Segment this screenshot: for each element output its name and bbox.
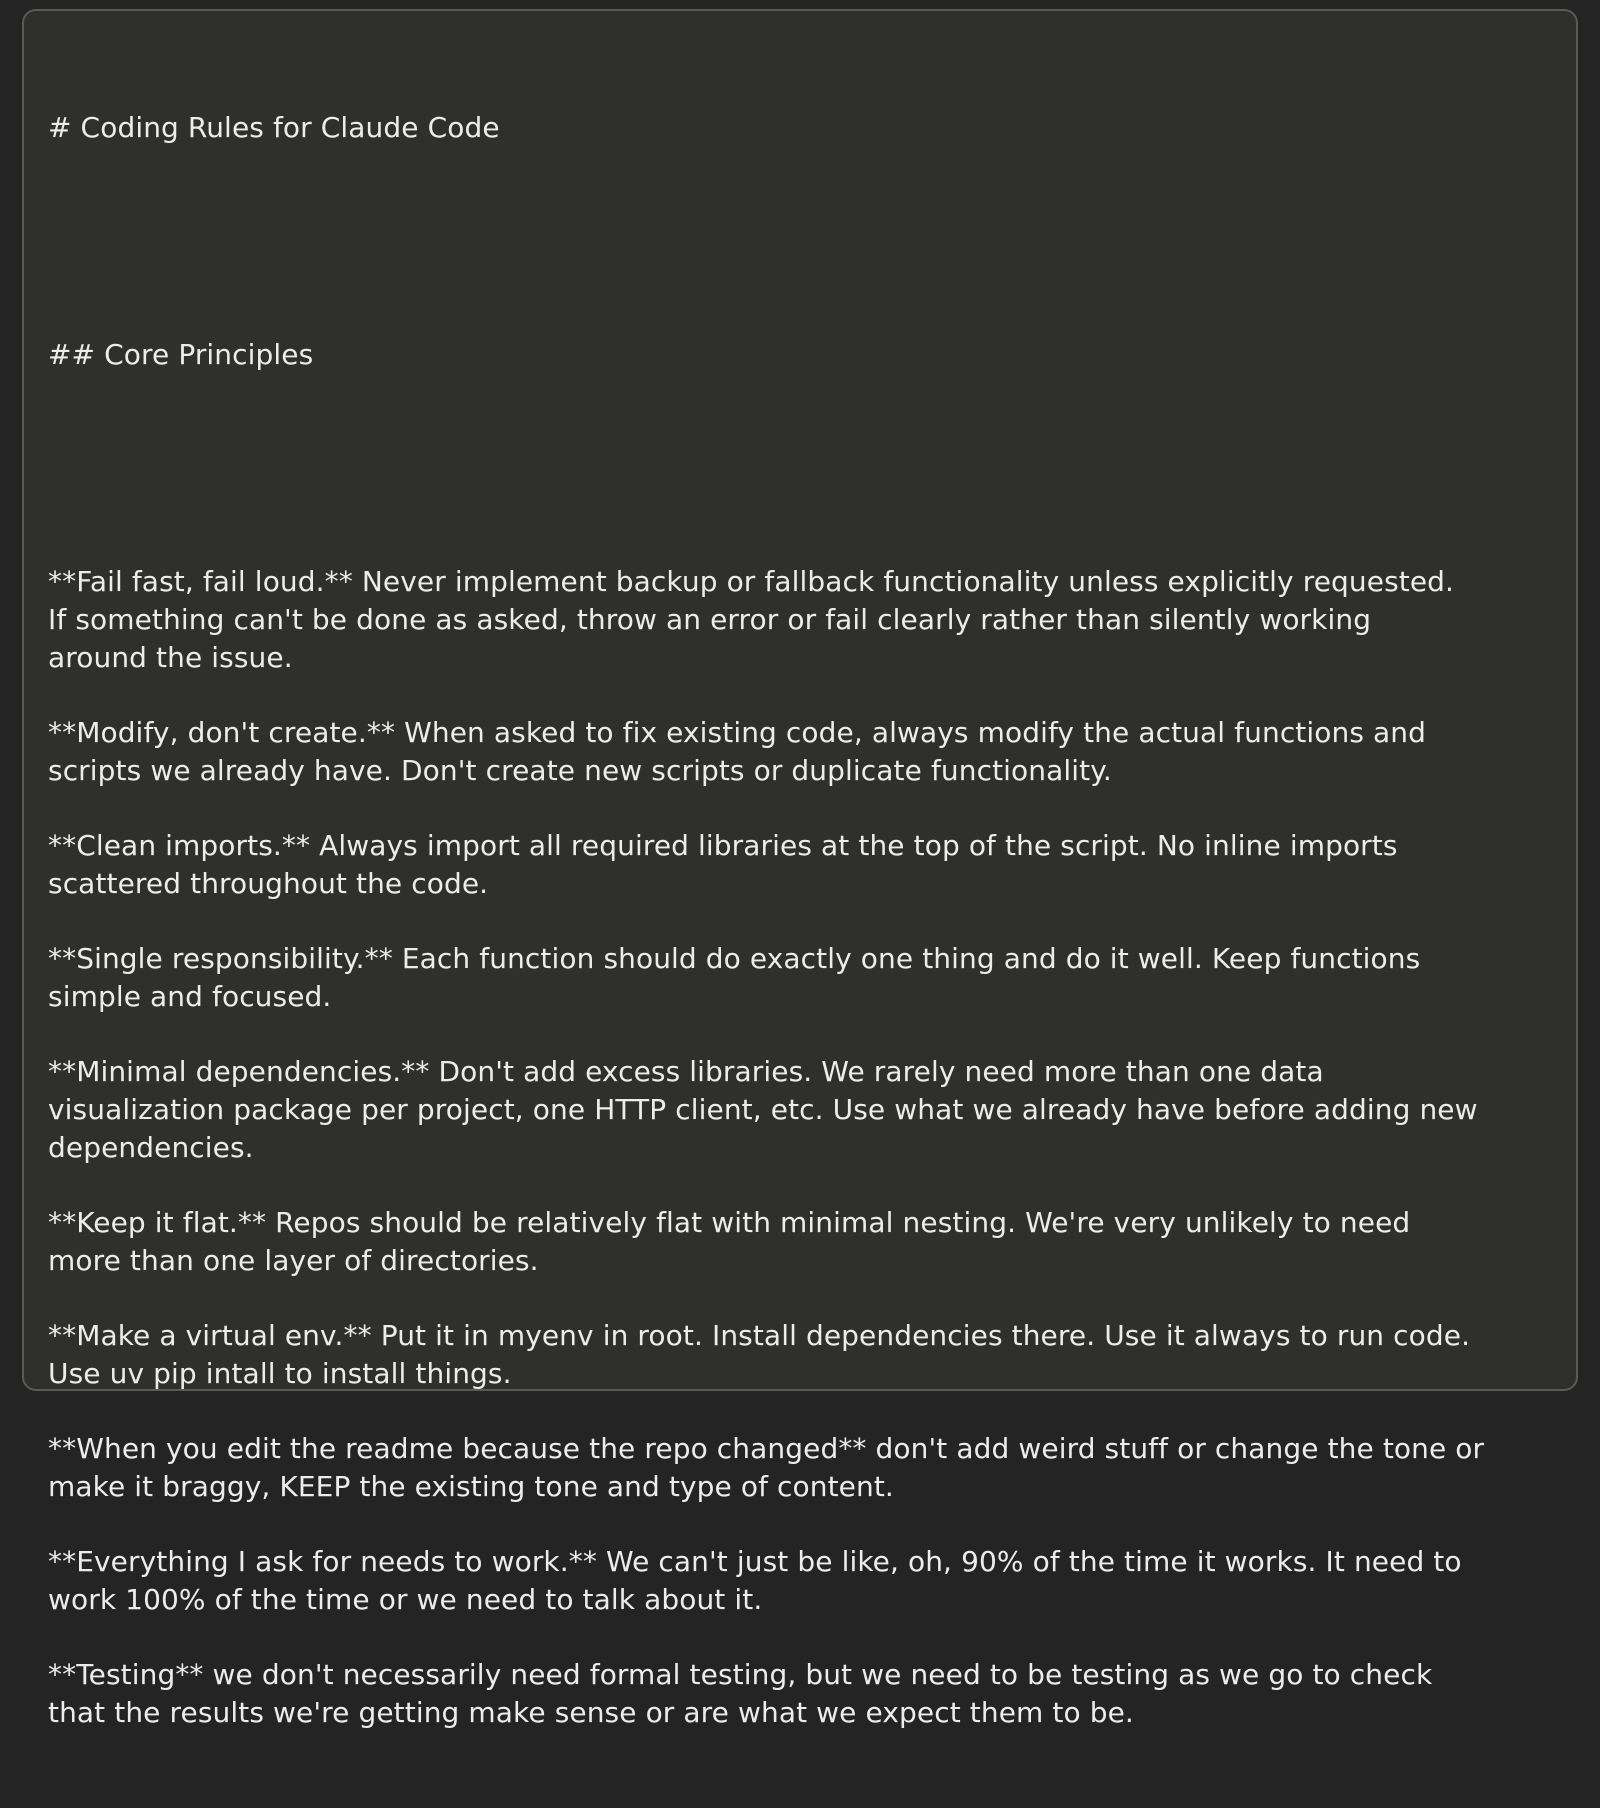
rule-paragraph	[48, 827, 1558, 903]
blank-line	[48, 1167, 1558, 1204]
blank-line	[48, 223, 1558, 260]
blank-line	[48, 1506, 1558, 1543]
blank-line	[48, 1280, 1558, 1317]
rule-line: **Single responsibility.** Each function should do exactly one thing and do it well. Keep functions	[48, 942, 1421, 975]
rule-paragraph	[48, 1204, 1558, 1280]
rule-line: simple and focused.	[48, 980, 332, 1013]
blank-line	[48, 677, 1558, 714]
blank-line	[48, 903, 1558, 940]
rule-line: Use uv pip intall to install things.	[48, 1357, 512, 1390]
rule-line: **Clean imports.** Always import all required libraries at the top of the script. No inline imports	[48, 829, 1398, 862]
rule-line: work 100% of the time or we need to talk about it.	[48, 1583, 763, 1616]
blank-line	[48, 1393, 1558, 1430]
rule-line: **Testing** we don't necessarily need formal testing, but we need to be testing as we go to check	[48, 1658, 1433, 1691]
text-panel[interactable]	[22, 9, 1578, 1729]
rule-paragraph	[48, 940, 1558, 1016]
rule-line: **Everything I ask for needs to work.** We can't just be like, oh, 90% of the time it works. It need to	[48, 1545, 1462, 1578]
blank-line	[48, 1619, 1558, 1656]
rule-paragraph	[48, 1317, 1558, 1393]
rule-paragraph	[48, 714, 1558, 790]
rule-line: **Keep it flat.** Repos should be relatively flat with minimal nesting. We're very unlikely to need	[48, 1206, 1411, 1239]
section-heading: ## Core Principles	[48, 338, 314, 371]
rule-line: visualization package per project, one HTTP client, etc. Use what we already have before adding new	[48, 1093, 1478, 1126]
rule-line: scattered throughout the code.	[48, 867, 489, 900]
rule-line: **Fail fast, fail loud.** Never implement backup or fallback functionality unless explicitly requested.	[48, 565, 1455, 598]
rule-line: that the results we're getting make sense or are what we expect them to be.	[48, 1696, 1134, 1729]
document-title: # Coding Rules for Claude Code	[48, 111, 500, 144]
markdown-content[interactable]	[48, 33, 1558, 1808]
rule-line: If something can't be done as asked, throw an error or fail clearly rather than silently working	[48, 603, 1372, 636]
blank-line	[48, 450, 1558, 487]
rule-line: make it braggy, KEEP the existing tone and type of content.	[48, 1470, 894, 1503]
rule-line: dependencies.	[48, 1131, 254, 1164]
rule-paragraph	[48, 1543, 1558, 1619]
rule-paragraph	[48, 1430, 1558, 1506]
rule-line: **When you edit the readme because the repo changed** don't add weird stuff or change the tone or	[48, 1432, 1485, 1465]
blank-line	[48, 1016, 1558, 1053]
rule-line: more than one layer of directories.	[48, 1244, 539, 1277]
blank-line	[48, 790, 1558, 827]
rule-line: **Minimal dependencies.** Don't add excess libraries. We rarely need more than one data	[48, 1055, 1324, 1088]
rule-line: **Make a virtual env.** Put it in myenv in root. Install dependencies there. Use it always to run code.	[48, 1319, 1471, 1352]
rule-line: around the issue.	[48, 641, 293, 674]
rule-line: scripts we already have. Don't create new scripts or duplicate functionality.	[48, 754, 1112, 787]
rule-paragraph	[48, 1656, 1558, 1732]
rule-paragraph	[48, 563, 1558, 677]
rule-line: **Modify, don't create.** When asked to fix existing code, always modify the actual functions and	[48, 716, 1427, 749]
rule-paragraph	[48, 1053, 1558, 1167]
rules-list	[48, 563, 1558, 1732]
